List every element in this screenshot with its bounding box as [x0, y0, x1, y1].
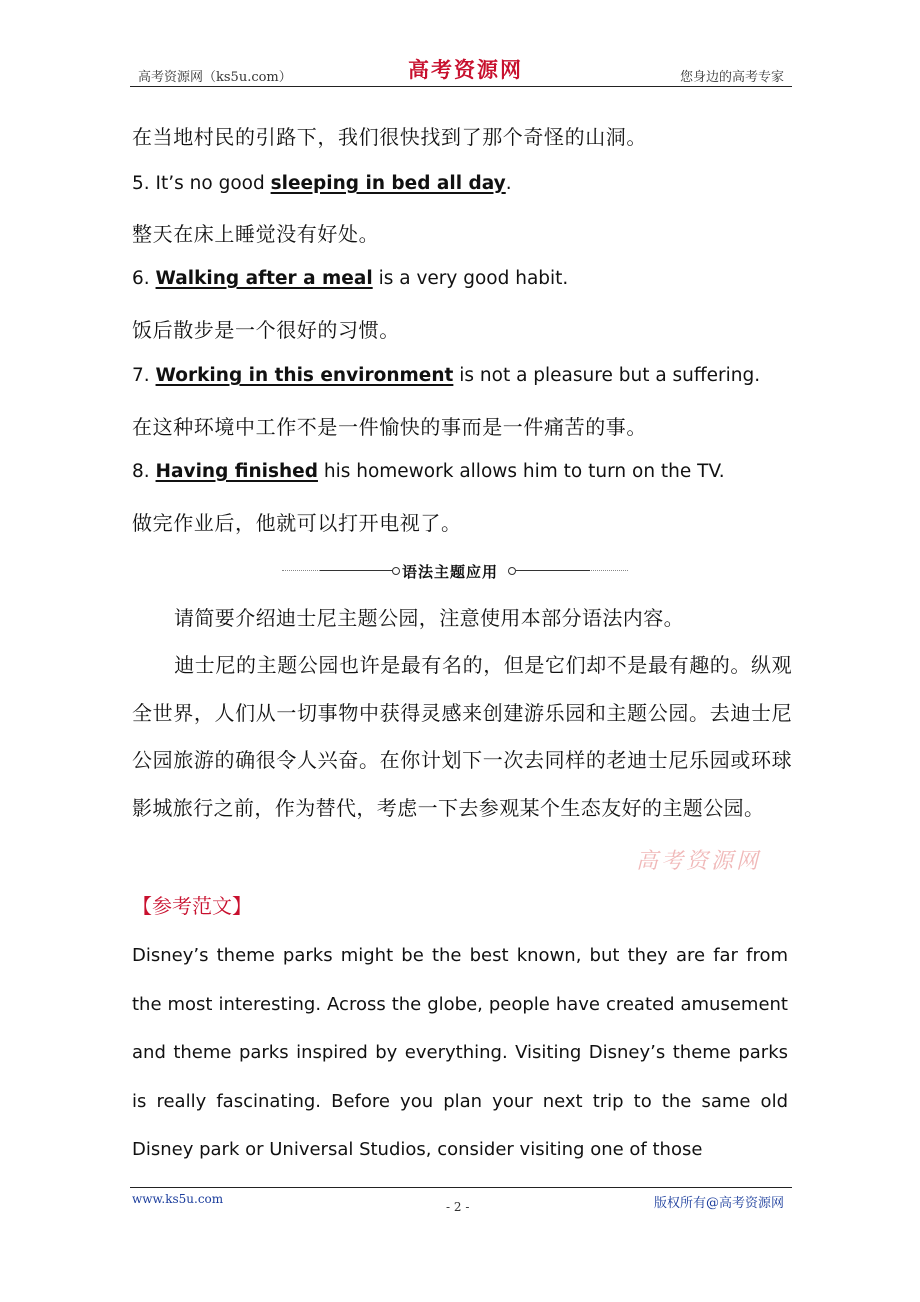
- task-text: 请简要介绍迪士尼主题公园，注意使用本部分语法内容。: [174, 606, 684, 630]
- section-title: 语法主题应用: [402, 563, 499, 581]
- watermark: 高考资源网: [636, 849, 762, 874]
- item-number: 5.: [132, 173, 150, 194]
- sentence-suffix: is a very good habit.: [372, 268, 569, 289]
- header-site-name: 高考资源网（ks5u.com）: [138, 70, 292, 85]
- item-number: 7.: [132, 365, 150, 386]
- translation-line-6: 饭后散步是一个很好的习惯。: [132, 318, 400, 342]
- example-sentence-7: [132, 365, 760, 386]
- example-sentence-5: [132, 173, 512, 194]
- gerund-phrase: Working in this environment: [155, 365, 454, 386]
- footer-copyright: 版权所有@高考资源网: [653, 1196, 784, 1211]
- sentence-suffix: .: [505, 173, 512, 194]
- banner-ornament-left: [392, 567, 400, 575]
- item-number: 6.: [132, 268, 150, 289]
- banner-ornament-right: [508, 567, 516, 575]
- reference-essay: Disney’s theme parks might be the best known, but they are far from the most interesting. Across the globe, people have created amusement and theme parks inspired by everything. Visiting Disney’s theme parks is really fascinating. Before you plan your next trip to the same old Disney park or Universal Studios, consider visiting one of those: [132, 945, 788, 1160]
- page-footer: [130, 1187, 792, 1214]
- sentence-suffix: his homework allows him to turn on the TV.: [317, 461, 725, 482]
- translation-line-4: 在当地村民的引路下，我们很快找到了那个奇怪的山洞。: [132, 125, 647, 149]
- example-sentence-8: [132, 461, 725, 482]
- page-header: [130, 56, 792, 87]
- translation-line-7: 在这种环境中工作不是一件愉快的事而是一件痛苦的事。: [132, 415, 647, 439]
- item-number: 8.: [132, 461, 150, 482]
- sentence-suffix: is not a pleasure but a suffering.: [453, 365, 761, 386]
- task-prompt: [132, 595, 792, 643]
- chinese-passage: [132, 642, 792, 832]
- translation-line-5: 整天在床上睡觉没有好处。: [132, 222, 380, 246]
- example-sentence-6: [132, 268, 568, 289]
- reference-label: 【参考范文】: [132, 894, 252, 918]
- page-number: - 2 -: [446, 1200, 470, 1214]
- sentence-prefix: It’s no good: [155, 173, 271, 194]
- section-banner: [282, 561, 628, 581]
- gerund-phrase: sleeping in bed all day: [270, 173, 506, 194]
- gerund-phrase: Having finished: [155, 461, 318, 482]
- banner-rule-right-solid: [516, 570, 590, 571]
- footer-url[interactable]: www.ks5u.com: [132, 1192, 224, 1206]
- header-slogan: 您身边的高考专家: [679, 70, 784, 85]
- translation-line-8: 做完作业后，他就可以打开电视了。: [132, 511, 462, 535]
- gerund-phrase: Walking after a meal: [155, 268, 373, 289]
- chinese-passage-text: 迪士尼的主题公园也许是最有名的，但是它们却不是最有趣的。纵观全世界，人们从一切事物中获得灵感来创建游乐园和主题公园。去迪士尼公园旅游的确很令人兴奋。在你计划下一次去同样的老迪士尼乐园或环球影城旅行之前，作为替代，考虑一下去参观某个生态友好的主题公园。: [132, 653, 792, 820]
- banner-rule-left-solid: [320, 570, 394, 571]
- header-logo: 高考资源网: [408, 57, 523, 82]
